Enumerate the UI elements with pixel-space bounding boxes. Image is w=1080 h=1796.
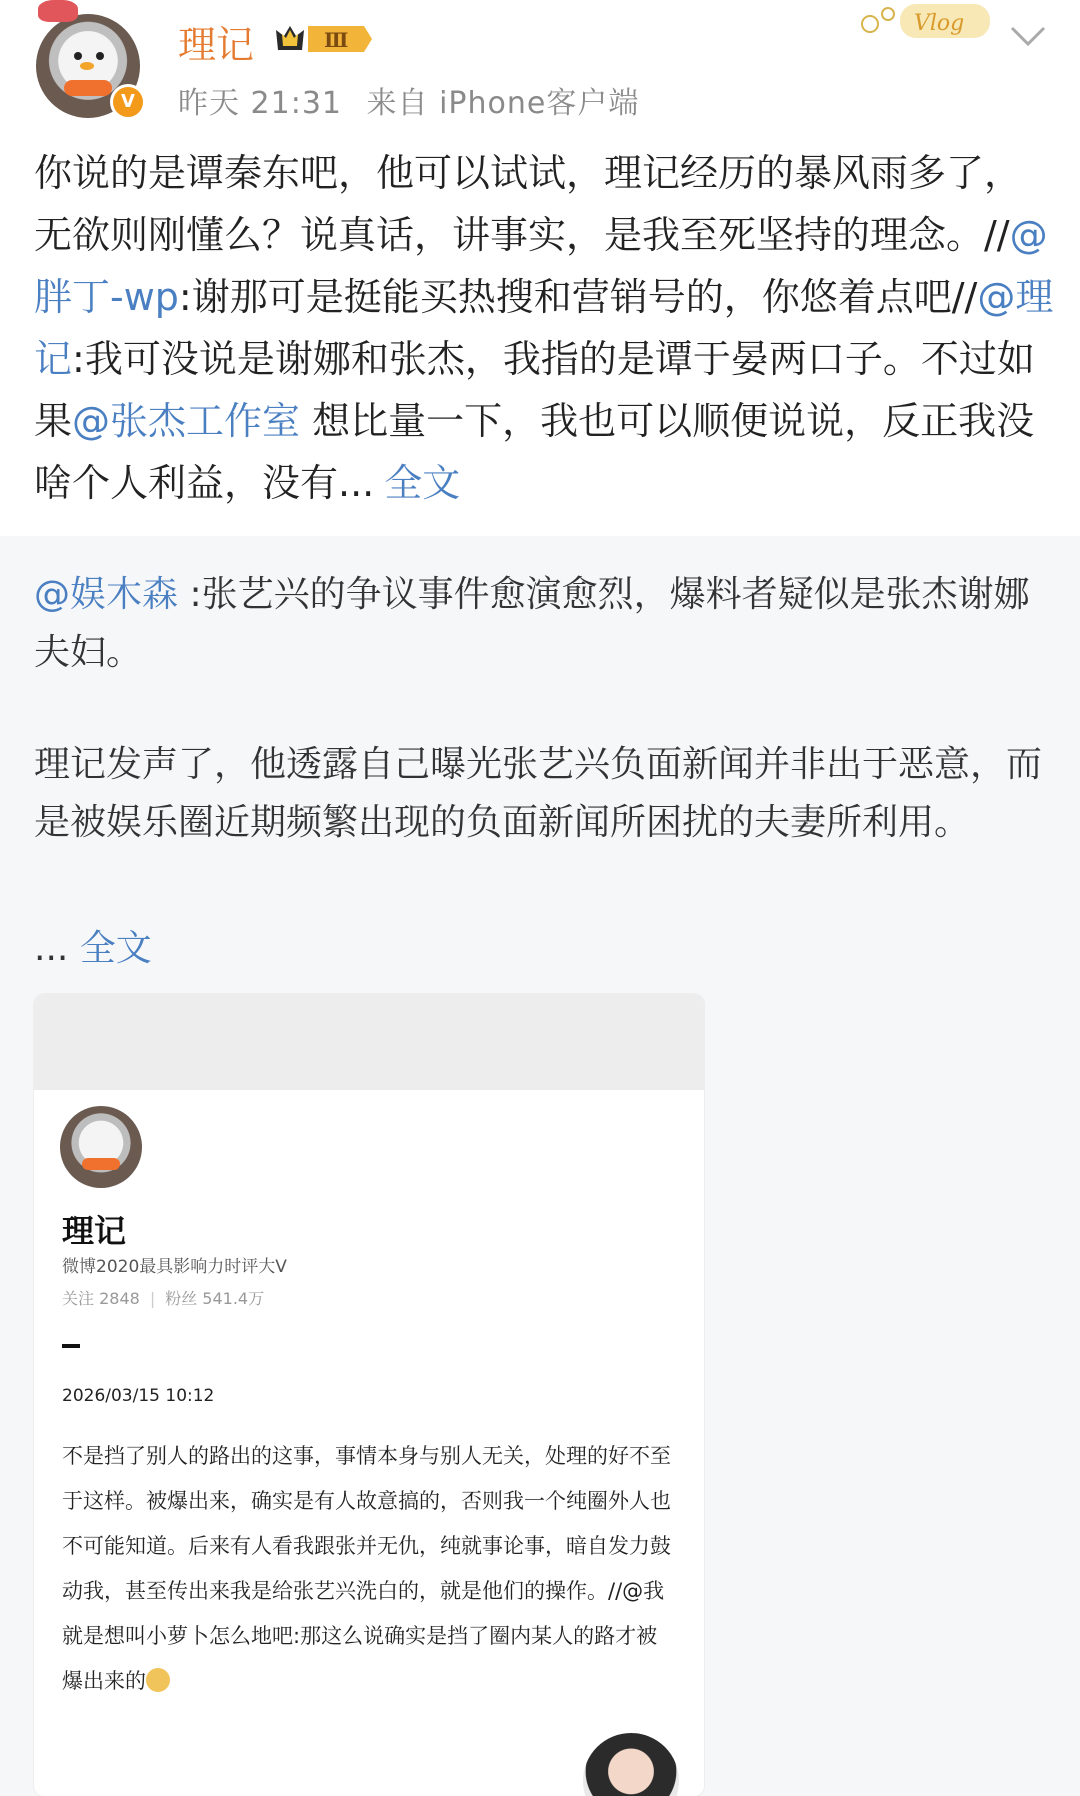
mention-link[interactable]: @理记 bbox=[34, 275, 1054, 381]
card-avatar bbox=[60, 1106, 142, 1188]
avatar-beak bbox=[80, 62, 94, 70]
post-meta bbox=[178, 78, 639, 122]
post-text-segment: :谢那可是挺能买热搜和营销号的，你悠着点吧// bbox=[178, 275, 978, 319]
post-time: 昨天 21:31 bbox=[178, 86, 342, 121]
card-avatar-scarf bbox=[82, 1158, 120, 1170]
repost-text-segment: :张艺兴的争议事件愈演愈烈，爆料者疑似是张杰谢娜夫妇。 bbox=[34, 574, 1030, 673]
full-text-link[interactable]: 全文 bbox=[384, 461, 461, 505]
repost-ellipsis: ... bbox=[34, 928, 80, 969]
stats-divider: | bbox=[149, 1289, 156, 1308]
repost-more bbox=[34, 920, 152, 971]
avatar-eye bbox=[74, 52, 82, 60]
embedded-screenshot-card[interactable] bbox=[34, 994, 704, 1796]
post-source[interactable]: 来自 iPhone客户端 bbox=[366, 86, 640, 121]
chevron-down-icon[interactable] bbox=[1008, 20, 1048, 50]
mention-link[interactable]: @胖丁-wp bbox=[34, 213, 1048, 319]
crown-level-badge-icon bbox=[272, 20, 376, 58]
username[interactable]: 理记 bbox=[178, 23, 255, 67]
post-text-segment: 想比量一下，我也可以顺便说说，反正我没啥个人利益，没有... bbox=[34, 399, 1035, 505]
vlog-sticker-icon bbox=[852, 0, 1002, 46]
repost-mention-link[interactable]: @娱木森 bbox=[34, 574, 179, 615]
card-body-text bbox=[62, 1434, 672, 1704]
avatar-scarf bbox=[64, 80, 112, 96]
avatar[interactable] bbox=[36, 8, 146, 116]
card-divider bbox=[62, 1344, 80, 1348]
repost-text bbox=[34, 566, 1044, 852]
card-body-content: 不是挡了别人的路出的这事，事情本身与别人无关，处理的好不至于这样。被爆出来，确实是有人故意搞的，否则我一个纯圈外人也不可能知道。后来有人看我跟张并无仇，纯就事论事，暗自发力鼓动我，甚至传出来我是给张艺兴洗白的，就是他们的操作。//@我就是想叫小萝卜怎么地吧:那这么说确实是挡了圈内某人的路才被爆出来的 bbox=[62, 1444, 671, 1693]
card-username: 理记 bbox=[62, 1212, 127, 1250]
post-text bbox=[34, 142, 1054, 514]
card-date: 2026/03/15 10:12 bbox=[62, 1386, 215, 1406]
card-user-title: 微博2020最具影响力时评大V bbox=[62, 1257, 287, 1277]
post-text-segment: :我可没说是谢娜和张杰，我指的是谭于晏两口子。不过如果 bbox=[34, 337, 1035, 443]
avatar-bow bbox=[38, 0, 78, 22]
post-text-segment: 你说的是谭秦东吧，他可以试试，理记经历的暴风雨多了，无欲则刚懂么？说真话，讲事实，是我至死坚持的理念。// bbox=[34, 151, 1023, 257]
level-badge-label: Ⅲ bbox=[324, 28, 349, 52]
avatar-eye bbox=[96, 52, 104, 60]
doge-emoji-icon bbox=[146, 1668, 170, 1692]
post-header bbox=[0, 0, 1080, 140]
card-top-band bbox=[34, 994, 704, 1090]
verified-badge-icon: V bbox=[110, 84, 146, 120]
card-following: 关注 2848 bbox=[62, 1289, 140, 1308]
repost-full-text-link[interactable]: 全文 bbox=[79, 928, 152, 969]
card-stats bbox=[62, 1286, 264, 1309]
mention-link[interactable]: @张杰工作室 bbox=[72, 399, 301, 443]
card-followers: 粉丝 541.4万 bbox=[165, 1289, 265, 1308]
repost-text-paragraph: 理记发声了，他透露自己曝光张艺兴负面新闻并非出于恶意，而是被娱乐圈近期频繁出现的负面新闻所困扰的夫妻所利用。 bbox=[34, 744, 1043, 843]
thumbnail-avatar bbox=[580, 1730, 682, 1796]
sticker-text: Vlog bbox=[914, 11, 965, 36]
